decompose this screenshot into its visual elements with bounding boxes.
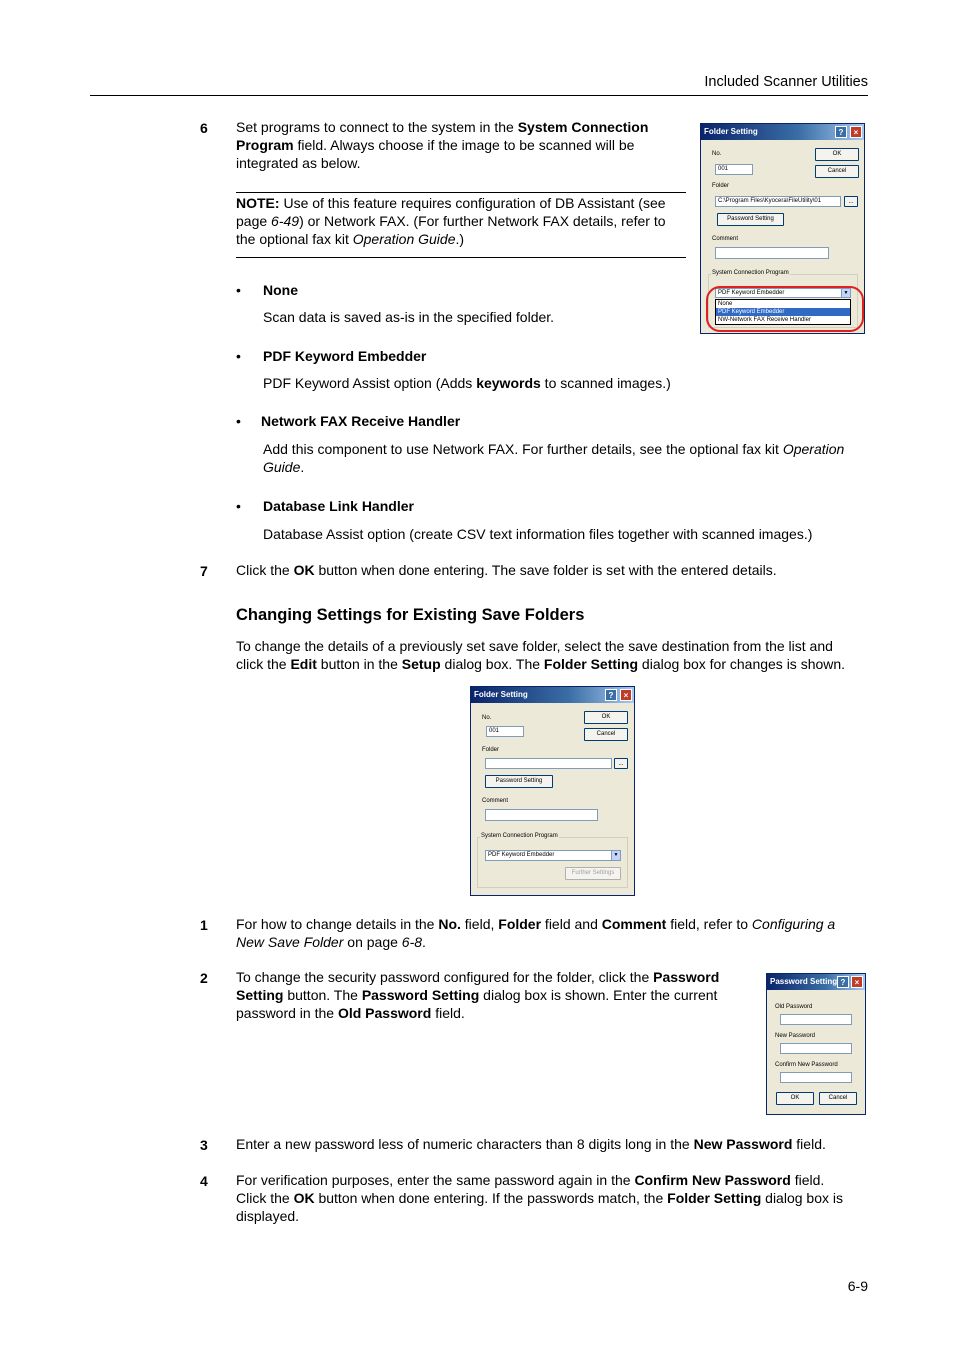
note-label: NOTE: — [236, 195, 280, 211]
comment-field[interactable] — [485, 809, 598, 821]
folder-field[interactable]: C:\Program Files\Kyocera\FileUtility\01 — [715, 196, 841, 207]
sub-step-4-text: For verification purposes, enter the same password again in the Confirm New Password field. Click the OK button when done entering. If the passwords match, the Folder Setting dialog box is displayed. — [236, 1172, 843, 1224]
cancel-button[interactable]: Cancel — [815, 165, 859, 178]
old-password-field[interactable] — [780, 1014, 852, 1025]
folder-label: Folder — [482, 747, 500, 753]
group-label: System Connection Program — [481, 833, 558, 839]
dialog-title-bar: Folder Setting ? × — [701, 124, 864, 140]
bullet-dot: • — [236, 348, 241, 364]
section-heading: Changing Settings for Existing Save Folders — [236, 606, 585, 624]
system-connection-group — [477, 837, 628, 888]
sub-step-1-text: For how to change details in the No. field, Folder field and Comment field, refer to Configuring a New Save Folder on page 6-8. — [236, 916, 836, 950]
chevron-down-icon[interactable]: ▼ — [841, 289, 850, 297]
guide-reference: Operation Guide — [352, 231, 456, 247]
no-label: No. — [712, 151, 722, 157]
dialog-title-bar: Folder Setting ? × — [471, 687, 634, 703]
comment-field[interactable] — [715, 247, 829, 259]
step-number: 2 — [200, 970, 208, 986]
step-6-text: Set programs to connect to the system in the System Connection Program field. Always choose if the image to be scanned will be integrated as below. — [236, 119, 649, 171]
bullet-description: Scan data is saved as-is in the specified folder. — [263, 309, 555, 325]
password-setting-button[interactable]: Password Setting — [485, 775, 553, 788]
password-setting-button[interactable]: Password Setting — [717, 213, 784, 226]
bullet-title: None — [263, 282, 298, 298]
bullet-dot: • — [236, 282, 241, 298]
page-header — [90, 73, 868, 96]
no-field[interactable]: 001 — [486, 726, 524, 737]
further-settings-button[interactable]: Further Settings — [565, 867, 621, 880]
close-icon[interactable]: × — [851, 976, 863, 988]
cancel-button[interactable]: Cancel — [819, 1092, 857, 1105]
section-paragraph: To change the details of a previously set save folder, select the save destination from the list and click the Edit button in the Setup dialog box. The Folder Setting dialog box for changes is shown. — [236, 638, 846, 672]
system-connection-combo[interactable]: PDF Keyword Embedder ▼ — [485, 850, 621, 861]
sub-step-3-text: Enter a new password less of numeric characters than 8 digits long in the New Password field. — [236, 1136, 826, 1152]
help-icon[interactable]: ? — [835, 126, 847, 138]
step-number: 4 — [200, 1173, 208, 1189]
password-setting-dialog — [766, 973, 866, 1115]
bullet-description: Add this component to use Network FAX. For further details, see the optional fax kit Operation Guide. — [263, 441, 845, 475]
confirm-password-field[interactable] — [780, 1072, 852, 1083]
header-title: Included Scanner Utilities — [704, 74, 868, 90]
bullet-title: Network FAX Receive Handler — [261, 413, 461, 429]
bullet-title: PDF Keyword Embedder — [263, 348, 427, 364]
dropdown-option[interactable]: PDF Keyword Embedder — [716, 308, 850, 316]
page-reference: 6-49 — [271, 213, 300, 229]
help-icon[interactable]: ? — [605, 689, 617, 701]
help-icon[interactable]: ? — [837, 976, 849, 988]
step-number: 1 — [200, 917, 208, 933]
no-field[interactable]: 001 — [715, 164, 753, 175]
bullet-description: PDF Keyword Assist option (Adds keywords to scanned images.) — [263, 375, 671, 391]
step-number: 6 — [200, 120, 208, 136]
browse-button[interactable]: ... — [844, 196, 858, 207]
step-7-text: Click the OK button when done entering. The save folder is set with the entered details. — [236, 562, 777, 578]
bullet-dot: • — [236, 498, 241, 514]
folder-field[interactable] — [485, 758, 612, 769]
folder-setting-dialog — [470, 686, 635, 896]
browse-button[interactable]: ... — [614, 758, 628, 769]
close-icon[interactable]: × — [850, 126, 862, 138]
confirm-password-label: Confirm New Password — [775, 1062, 838, 1068]
close-icon[interactable]: × — [620, 689, 632, 701]
note-box: NOTE: Use of this feature requires configuration of DB Assistant (see page 6-49) or Network FAX. (For further Network FAX details, refer to the optional fax kit Operation Guide.) — [236, 192, 686, 258]
folder-label: Folder — [712, 183, 730, 189]
cancel-button[interactable]: Cancel — [584, 728, 628, 741]
highlight-oval — [706, 286, 864, 332]
folder-setting-dialog-with-dropdown — [700, 123, 865, 334]
new-password-field[interactable] — [780, 1043, 852, 1054]
ok-button[interactable]: OK — [584, 711, 628, 724]
chevron-down-icon[interactable]: ▼ — [611, 851, 620, 860]
system-connection-combo[interactable]: PDF Keyword Embedder ▼ — [715, 288, 851, 298]
dialog-title-bar: Password Setting ? × — [767, 974, 865, 990]
ok-button[interactable]: OK — [776, 1092, 814, 1105]
page-number: 6-9 — [847, 1278, 868, 1294]
group-label: System Connection Program — [712, 270, 789, 276]
ok-button[interactable]: OK — [815, 148, 859, 161]
no-label: No. — [482, 715, 492, 721]
dropdown-option[interactable]: NW-Network FAX Receive Handler — [718, 317, 811, 323]
step-number: 7 — [200, 563, 208, 579]
bullet-dot: • — [236, 413, 241, 429]
old-password-label: Old Password — [775, 1004, 813, 1010]
dropdown-option[interactable]: None — [718, 301, 733, 307]
bullet-title: Database Link Handler — [263, 498, 414, 514]
sub-step-2-text: To change the security password configured for the folder, click the Password Setting button. The Password Setting dialog box is shown. Enter the current password in the Old Password field. — [236, 969, 720, 1021]
comment-label: Comment — [712, 236, 739, 242]
bullet-description: Database Assist option (create CSV text information files together with scanned images.) — [263, 526, 813, 542]
step-number: 3 — [200, 1137, 208, 1153]
new-password-label: New Password — [775, 1033, 816, 1039]
comment-label: Comment — [482, 798, 509, 804]
